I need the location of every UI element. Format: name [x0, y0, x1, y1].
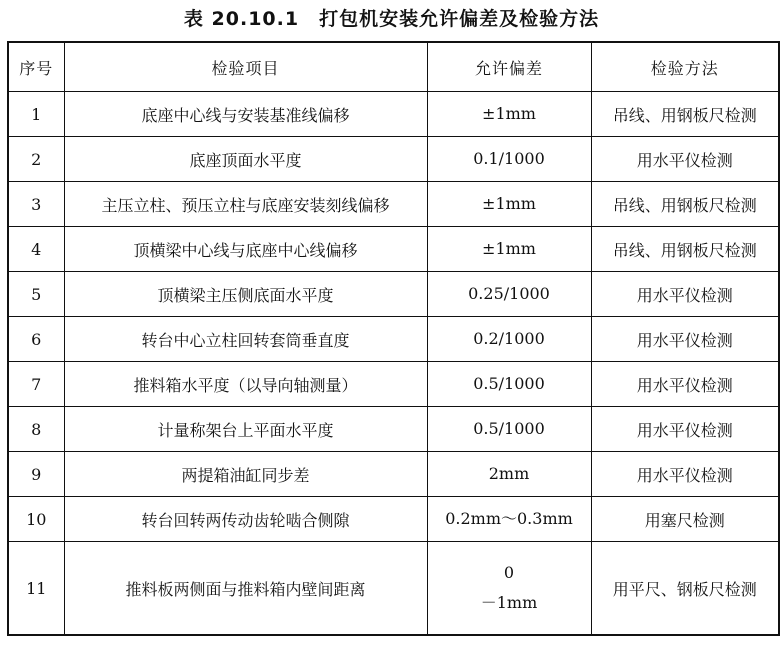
table-row — [8, 137, 779, 182]
row-number: 11 — [8, 542, 64, 636]
tolerance-table — [7, 41, 780, 636]
row-number: 7 — [8, 362, 64, 407]
row-method: 用平尺、钢板尺检测 — [591, 542, 779, 636]
row-item: 推料箱水平度（以导向轴测量） — [64, 362, 427, 407]
tolerance-value: 0 — [503, 563, 515, 582]
row-item: 转台中心立柱回转套筒垂直度 — [64, 317, 427, 362]
row-number: 4 — [8, 227, 64, 272]
row-tolerance — [427, 227, 591, 272]
row-item: 顶横梁主压侧底面水平度 — [64, 272, 427, 317]
table-row — [8, 182, 779, 227]
row-method: 用水平仪检测 — [591, 362, 779, 407]
table-row — [8, 362, 779, 407]
row-method: 用塞尺检测 — [591, 497, 779, 542]
header-inspection-item: 检验项目 — [64, 42, 427, 92]
header-allowed-deviation: 允许偏差 — [427, 42, 591, 92]
row-number: 5 — [8, 272, 64, 317]
table-row — [8, 92, 779, 137]
tolerance-value: ±1mm — [482, 104, 536, 123]
row-item: 计量称架台上平面水平度 — [64, 407, 427, 452]
row-item: 主压立柱、预压立柱与底座安装刻线偏移 — [64, 182, 427, 227]
row-tolerance — [427, 407, 591, 452]
row-method: 用水平仪检测 — [591, 452, 779, 497]
table-row — [8, 272, 779, 317]
tolerance-value: 0.1/1000 — [473, 149, 545, 168]
row-number: 8 — [8, 407, 64, 452]
row-item: 转台回转两传动齿轮啮合侧隙 — [64, 497, 427, 542]
row-tolerance — [427, 497, 591, 542]
table-row — [8, 452, 779, 497]
row-number: 6 — [8, 317, 64, 362]
row-tolerance — [427, 92, 591, 137]
table-row — [8, 542, 779, 636]
row-number: 3 — [8, 182, 64, 227]
row-item: 底座顶面水平度 — [64, 137, 427, 182]
row-number: 1 — [8, 92, 64, 137]
row-tolerance — [427, 317, 591, 362]
tolerance-value: 2mm — [488, 464, 530, 483]
header-inspection-method: 检验方法 — [591, 42, 779, 92]
tolerance-value: 0.25/1000 — [468, 284, 550, 303]
row-item: 顶横梁中心线与底座中心线偏移 — [64, 227, 427, 272]
row-method: 吊线、用钢板尺检测 — [591, 227, 779, 272]
row-tolerance — [427, 452, 591, 497]
row-method: 用水平仪检测 — [591, 272, 779, 317]
row-item: 两提箱油缸同步差 — [64, 452, 427, 497]
tolerance-value: 0.5/1000 — [473, 419, 545, 438]
table-row — [8, 227, 779, 272]
row-tolerance — [427, 182, 591, 227]
table-row — [8, 497, 779, 542]
row-tolerance — [427, 137, 591, 182]
row-number: 9 — [8, 452, 64, 497]
tolerance-value: 0.2/1000 — [473, 329, 545, 348]
row-item: 底座中心线与安装基准线偏移 — [64, 92, 427, 137]
table-row — [8, 317, 779, 362]
tolerance-value: ±1mm — [482, 239, 536, 258]
row-tolerance — [427, 362, 591, 407]
row-tolerance — [427, 272, 591, 317]
tolerance-value: 0.2mm～0.3mm — [445, 509, 573, 528]
tolerance-value: 0.5/1000 — [473, 374, 545, 393]
row-item: 推料板两侧面与推料箱内壁间距离 — [64, 542, 427, 636]
row-number: 10 — [8, 497, 64, 542]
row-method: 用水平仪检测 — [591, 137, 779, 182]
tolerance-value: ±1mm — [482, 194, 536, 213]
tolerance-value-secondary: －1mm — [480, 593, 538, 612]
row-number: 2 — [8, 137, 64, 182]
row-method: 用水平仪检测 — [591, 317, 779, 362]
row-tolerance — [427, 542, 591, 636]
row-method: 吊线、用钢板尺检测 — [591, 182, 779, 227]
table-row — [8, 407, 779, 452]
row-method: 用水平仪检测 — [591, 407, 779, 452]
row-method: 吊线、用钢板尺检测 — [591, 92, 779, 137]
page-title: 表 20.10.1 打包机安装允许偏差及检验方法 — [183, 8, 600, 30]
header-serial-number: 序号 — [8, 42, 64, 92]
table-header-row — [8, 42, 779, 92]
